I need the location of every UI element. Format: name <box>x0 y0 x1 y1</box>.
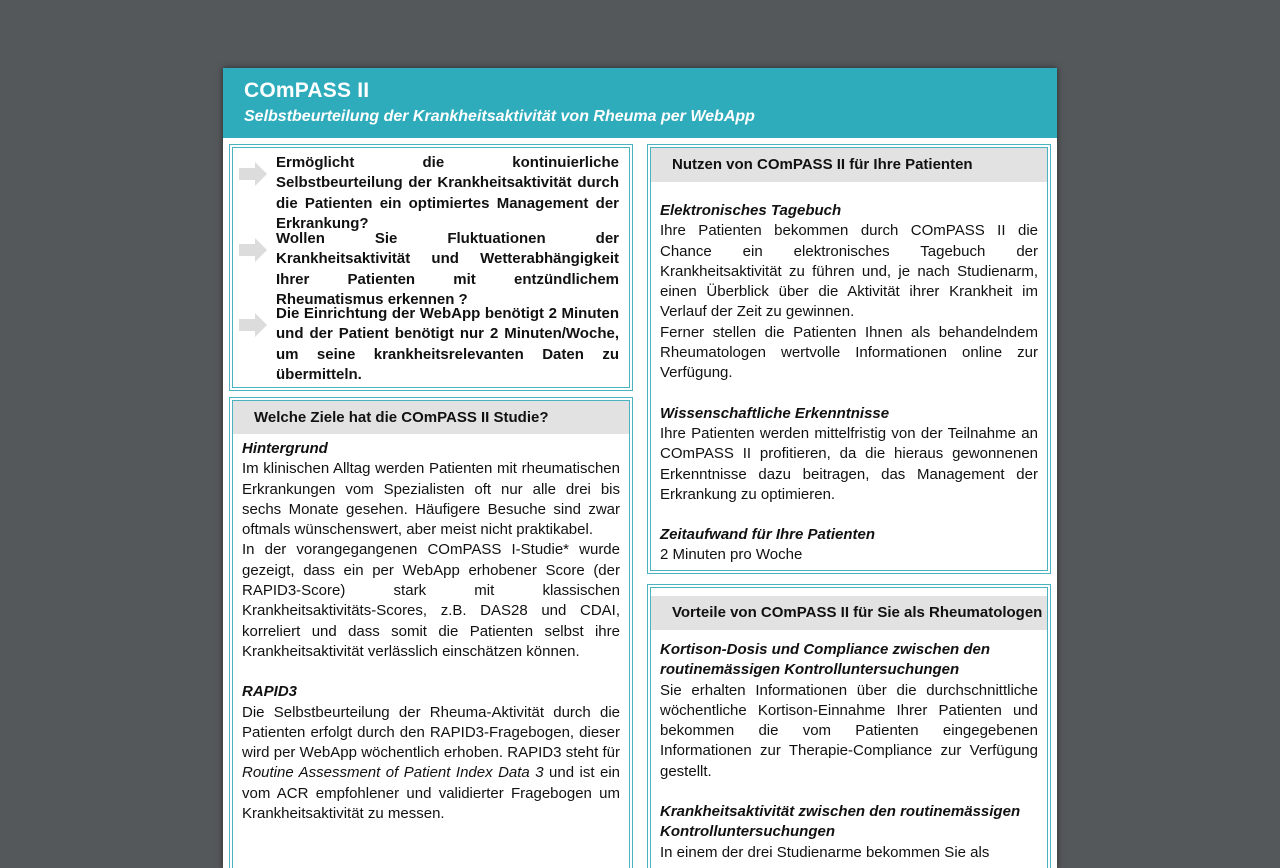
rapid3-text-a: Die Selbstbeurteilung der Rheuma-Aktivität durch die Patienten erfolgt durch den RAPID3-Fragebogen, dieser wird per WebApp wöchentlich erhoben. RAPID3 steht für <box>242 703 620 762</box>
kortison-paragraph: Sie erhalten Informationen über die durchschnittliche wöchentliche Kortison-Einnahme Ihrer Patienten und bekommen die vom Patienten eingegebenen Informationen zur Therapie-Compliance zur Verfügung gestellt. <box>660 681 1038 780</box>
intro-item-text: Ermöglicht die kontinuierliche Selbstbeurteilung der Krankheitsaktivität durch die Patienten ein optimiertes Management der Erkrankung? <box>276 154 619 232</box>
zeitaufwand-title: Zeitaufwand für Ihre Patienten <box>660 526 876 544</box>
goals-body <box>233 434 629 824</box>
zeitaufwand-paragraph: 2 Minuten pro Woche <box>660 546 803 564</box>
rapid3-title: RAPID3 <box>242 683 298 701</box>
kortison-title: Kortison-Dosis und Compliance zwischen den routinemässigen Kontrolluntersuchungen <box>660 641 991 679</box>
arrow-right-icon <box>239 162 267 186</box>
aktivitaet-title: Krankheitsaktivität zwischen den routinemässigen Kontrolluntersuchungen <box>660 803 1021 841</box>
benefits-box <box>647 144 1051 574</box>
benefits-body <box>651 182 1047 566</box>
benefits-heading: Nutzen von COmPASS II für Ihre Patienten <box>651 148 1047 182</box>
hintergrund-title: Hintergrund <box>242 440 328 457</box>
document-title: COmPASS II <box>244 79 370 102</box>
goals-box <box>229 397 633 868</box>
intro-item-text: Wollen Sie Fluktuationen der Krankheitsaktivität und Wetterabhängigkeit Ihrer Patienten mit entzündlichem Rheumatismus erkennen ? <box>276 230 619 308</box>
advantages-body <box>651 630 1047 863</box>
rapid3-text-italic: Routine Assessment of Patient Index Data 3 <box>242 764 544 782</box>
aktivitaet-paragraph: In einem der drei Studienarme bekommen Sie als <box>660 843 990 861</box>
tagebuch-paragraph-1: Ihre Patienten bekommen durch COmPASS II die Chance ein elektronisches Tagebuch der Krankheitsaktivität zu führen und, je nach Studienarm, einen Überblick über die Aktivität ihrer Krankheit im Verlauf der Zeit zu gewinnen. <box>660 222 1038 321</box>
goals-heading: Welche Ziele hat die COmPASS II Studie? <box>233 401 629 434</box>
hintergrund-paragraph-2: In der vorangegangenen COmPASS I-Studie* wurde gezeigt, dass ein per WebApp erhobener Score (der RAPID3-Score) stark mit klassischen Krankheitsaktivitäts-Scores, z.B. DAS28 und CDAI, korreliert und dass somit die Patienten selbst ihre Krankheitsaktivität verlässlich einschätzen können. <box>242 541 620 660</box>
rapid3-text-b: und ist ein vom ACR empfohlener und validierter Fragebogen um Krankheitsaktivität zu messen. <box>242 764 620 823</box>
advantages-box <box>647 584 1051 868</box>
intro-item-text: Die Einrichtung der WebApp benötigt 2 Minuten und der Patient benötigt nur 2 Minuten/Woche, um seine krankheitsrelevanten Daten zu übermitteln. <box>276 305 619 383</box>
arrow-right-icon <box>239 313 267 337</box>
tagebuch-paragraph-2: Ferner stellen die Patienten Ihnen als behandelndem Rheumatologen wertvolle Informationen online zur Verfügung. <box>660 323 1038 382</box>
rapid3-paragraph <box>242 703 620 825</box>
tagebuch-title: Elektronisches Tagebuch <box>660 202 842 219</box>
hintergrund-paragraph-1: Im klinischen Alltag werden Patienten mit rheumatischen Erkrankungen vom Spezialisten oft nur alle drei bis sechs Monate gesehen. Häufigere Besuche sind zwar oftmals wünschenswert, aber meist nicht praktikabel. <box>242 460 620 539</box>
erkenntnisse-title: Wissenschaftliche Erkenntnisse <box>660 404 890 422</box>
document-subtitle: Selbstbeurteilung der Krankheitsaktivität von Rheuma per WebApp <box>244 108 755 125</box>
intro-box <box>229 144 633 391</box>
erkenntnisse-paragraph: Ihre Patienten werden mittelfristig von der Teilnahme an COmPASS II profitieren, da die hieraus gewonnenen Erkenntnisse dazu beitragen, das Management der Erkrankung zu optimieren. <box>660 424 1038 503</box>
arrow-right-icon <box>239 238 267 262</box>
document-page <box>223 68 1057 868</box>
advantages-heading: Vorteile von COmPASS II für Sie als Rheumatologen <box>651 596 1047 630</box>
document-header <box>223 68 1057 138</box>
